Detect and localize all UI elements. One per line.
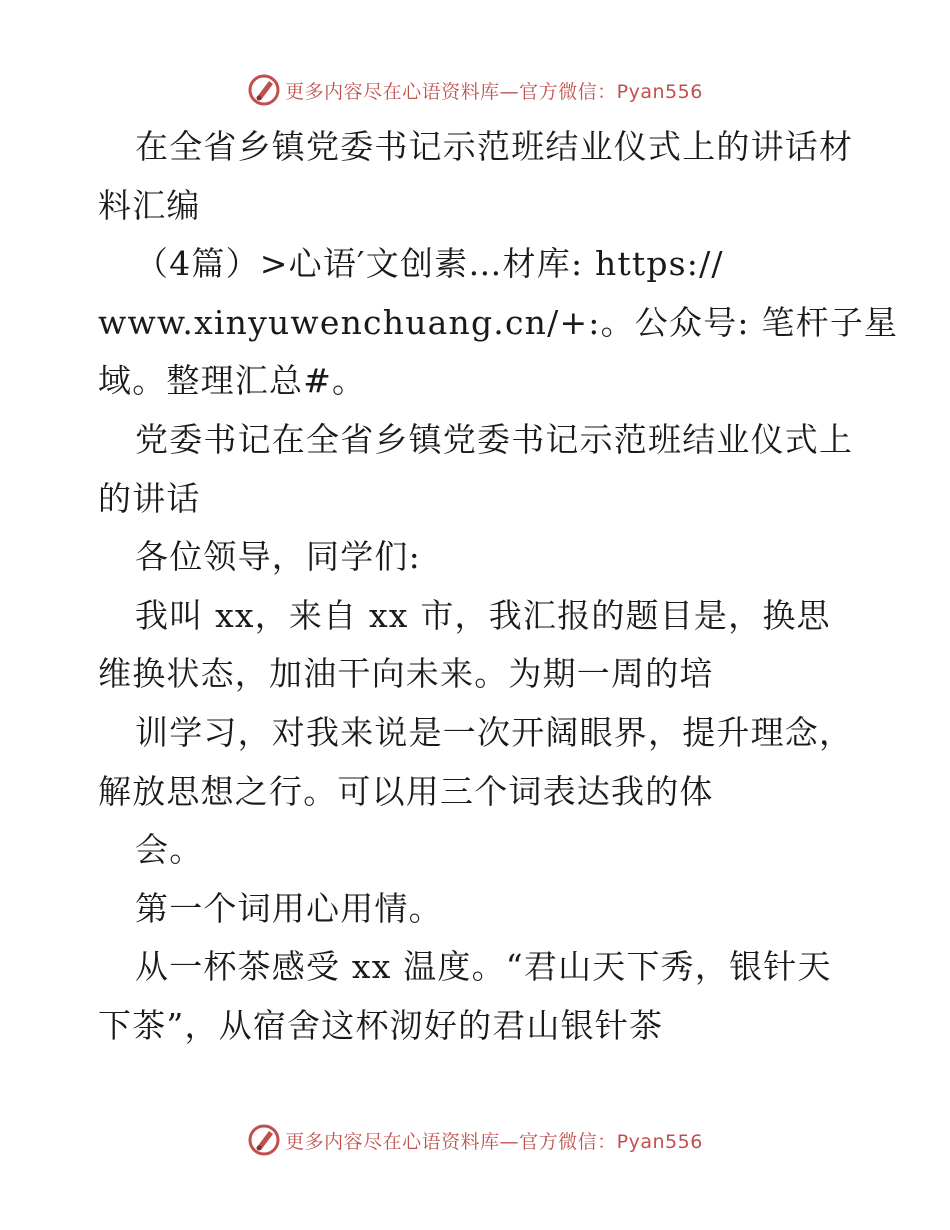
text-line: 下茶”，从宿舍这杯沏好的君山银针茶 bbox=[98, 1005, 664, 1045]
text-line: 从一杯茶感受 xx 温度。“君山天下秀，银针天 bbox=[135, 947, 832, 987]
text-line: 在全省乡镇党委书记示范班结业仪式上的讲话材 bbox=[135, 127, 854, 166]
footer-banner-text: 更多内容尽在心语资料库—官方微信：Pyan556 bbox=[285, 1130, 703, 1153]
text-line: 域。整理汇总#。 bbox=[98, 361, 367, 401]
text-line: 第一个词用心用情。 bbox=[135, 888, 443, 928]
header-banner-text: 更多内容尽在心语资料库—官方微信：Pyan556 bbox=[285, 80, 703, 103]
pen-brush-logo-icon bbox=[247, 1123, 281, 1157]
pen-brush-logo-icon bbox=[247, 73, 281, 107]
header-banner bbox=[0, 70, 950, 110]
text-line: 维换状态，加油干向未来。为期一周的培 bbox=[98, 654, 714, 694]
text-line: 的讲话 bbox=[98, 478, 201, 518]
text-line: 我叫 xx，来自 xx 市，我汇报的题目是，换思 bbox=[135, 595, 831, 635]
text-line: 料汇编 bbox=[98, 185, 201, 225]
text-line: 解放思想之行。可以用三个词表达我的体 bbox=[98, 771, 714, 811]
text-line: 训学习，对我来说是一次开阔眼界，提升理念， bbox=[135, 712, 854, 752]
text-line: www.xinyuwenchuang.cn/+:。公众号: 笔杆子星 bbox=[98, 302, 899, 342]
text-line: 会。 bbox=[135, 830, 204, 870]
footer-banner bbox=[0, 1120, 950, 1160]
text-line: 各位领导，同学们: bbox=[135, 537, 421, 577]
text-line: 党委书记在全省乡镇党委书记示范班结业仪式上 bbox=[135, 419, 854, 459]
document-body bbox=[98, 118, 899, 1056]
text-line: （4篇）>心语′文创素…材库: https:// bbox=[135, 244, 724, 284]
